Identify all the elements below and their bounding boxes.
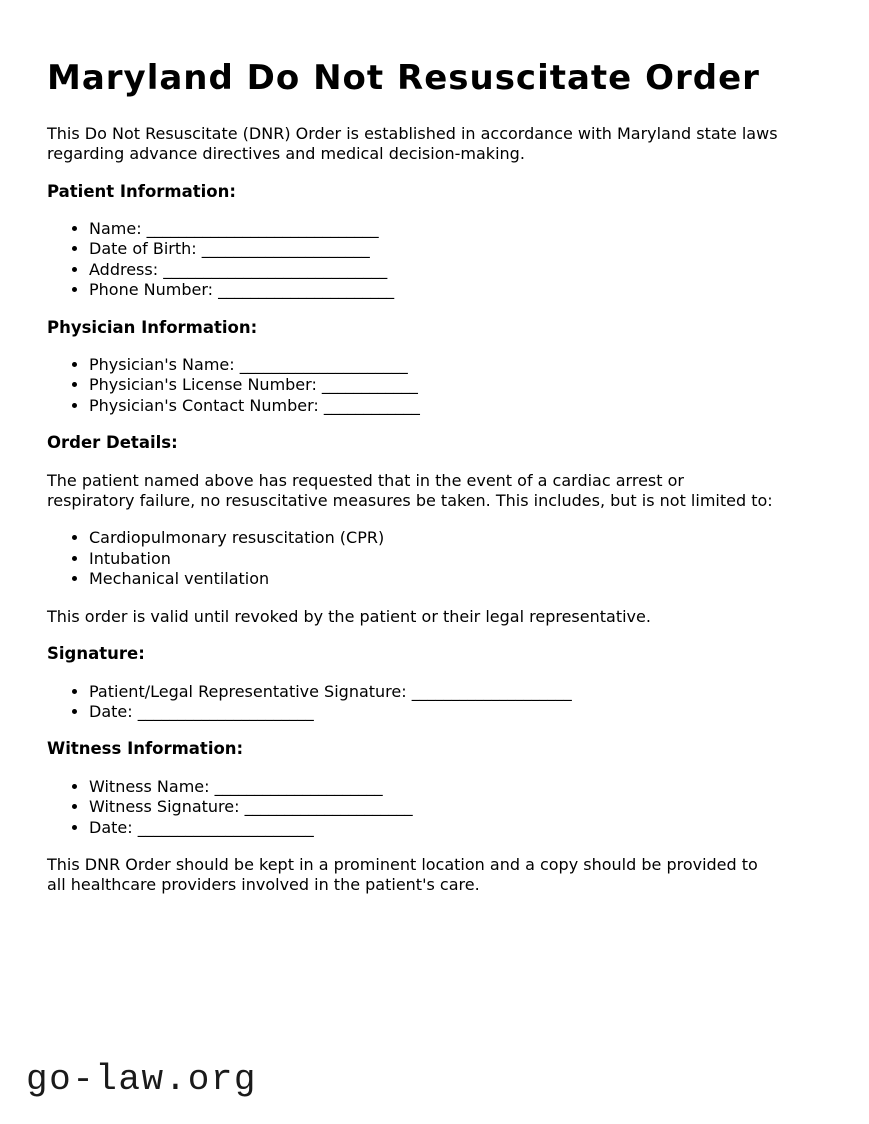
field-physician-license-number: • Physician's License Number: ____________ [89,375,823,395]
physician-info-list [47,355,823,416]
field-patient-name: • Name: _____________________________ [89,219,823,239]
field-witness-signature: • Witness Signature: _____________________ [89,797,823,817]
field-patient-signature: • Patient/Legal Representative Signature: ____________________ [89,682,823,702]
brand-footer-go-law-org: go-law.org [26,1059,258,1100]
field-physician-contact-number: • Physician's Contact Number: ____________ [89,396,823,416]
order-validity-statement: This order is valid until revoked by the patient or their legal representative. [47,606,651,626]
measure-intubation: • Intubation [89,549,823,569]
witness-info-list [47,777,823,838]
page-title: Maryland Do Not Resuscitate Order [47,58,760,98]
section-heading-order-details: Order Details: [47,433,178,453]
section-heading-patient-information: Patient Information: [47,181,236,201]
excluded-measures-list [47,528,823,589]
field-witness-date: • Date: ______________________ [89,818,823,838]
patient-info-list [47,219,823,301]
storage-instruction-paragraph: This DNR Order should be kept in a prominent location and a copy should be provided to all healthcare providers involved in the patient's care. [47,854,758,895]
field-signature-date: • Date: ______________________ [89,702,823,722]
field-patient-address: • Address: ____________________________ [89,260,823,280]
field-physician-name: • Physician's Name: _____________________ [89,355,823,375]
field-patient-phone-number: • Phone Number: ______________________ [89,280,823,300]
intro-paragraph: This Do Not Resuscitate (DNR) Order is established in accordance with Maryland state laws regarding advance directives and medical decision-making. [47,123,778,164]
field-witness-name: • Witness Name: _____________________ [89,777,823,797]
field-patient-date-of-birth: • Date of Birth: _____________________ [89,239,823,259]
measure-cpr: • Cardiopulmonary resuscitation (CPR) [89,528,823,548]
signature-list [47,682,823,723]
measure-mechanical-ventilation: • Mechanical ventilation [89,569,823,589]
section-heading-physician-information: Physician Information: [47,317,258,337]
order-details-paragraph: The patient named above has requested that in the event of a cardiac arrest or respiratory failure, no resuscitative measures be taken. This includes, but is not limited to: [47,470,773,511]
section-heading-signature: Signature: [47,644,145,664]
section-heading-witness-information: Witness Information: [47,739,244,759]
